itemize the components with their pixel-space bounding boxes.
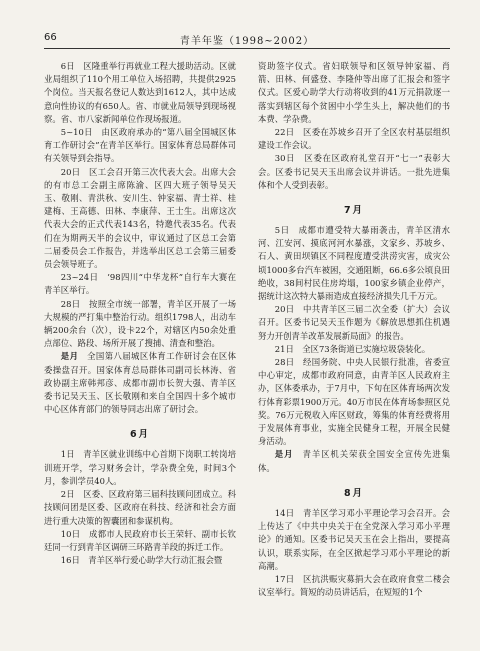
running-title: 青羊年鉴（1998~2002）	[179, 36, 315, 47]
page-header	[44, 30, 450, 49]
entry-text: 全国第八届城区体育工作研讨会在区体委操盘召开。国家体育总局群体司副司长林涛、省政协副主席韩邦彦、成都市副市长贺大强、青羊区委书记吴天玉、区长敬刚和来自全国四十多个城市中心区体育部门的领导同志出席了研讨会。	[44, 351, 236, 415]
chronicle-entry: 16日 青羊区举行爱心助学大行动汇报会暨	[60, 555, 223, 566]
chronicle-entry	[44, 350, 236, 416]
right-column	[258, 60, 450, 640]
chronicle-entry	[258, 448, 450, 474]
chronicle-entry: 17日 区抗洪赈灾募捐大会在政府食堂二楼会议室举行。简短的动员讲话后，在短短的1个	[258, 573, 450, 598]
chronicle-entry: 10日 成都市人民政府市长王荣轩、副市长钦廷同一行到青羊区调研三环路青羊段的拆迁工作。	[44, 528, 236, 552]
page-number: 66	[44, 32, 57, 43]
chronicle-entry: 14日 青羊区学习邓小平理论学习会召开。会上传达了《中共中央关于在全党深入学习邓小平理论》的通知。区委书记吴天玉在会上指出，要提高认识，联系实际，在全区掀起学习邓小平理论的新高潮。	[258, 507, 450, 571]
chronicle-entry: 22日 区委在苏坡乡召开了全区农村基层组织建设工作会议。	[258, 127, 450, 151]
chronicle-entry: 5~10日 由区政府承办的“第八届全国城区体育工作研讨会”在青羊区举行。国家体育总局群体司有关领导到会指导。	[44, 127, 236, 164]
chronicle-entry: 5日 成都市遭受特大暴雨袭击，青羊区清水河、江安河、摸底河河水暴涨，文家乡、苏坡乡、石人、黄田坝镇区不同程度遭受洪涝灾害，成灾公顷1000多台汽车被困，交通阻断，66.6多公顷良田绝收，38间村民住房垮塌，100家乡镇企业停产，据统计这次特大暴雨造成直接经济损失几千万元。	[258, 225, 450, 302]
chronicle-entry: 20日 区工会召开第三次代表大会。出席大会的有市总工会副主席陈渝、区四大班子领导吴天玉、敬刚、青洪秋、安川生、钟家福、青士祥、桂建梅、王高德、田林、李康萍、王士生。出席这次代表大会的正式代表143名，特邀代表35名。代表们在为期两天半的会议中，审议通过了区总工会第二届委员会工作报告，并选举出区总工会第三届委员会领导班子。	[44, 166, 236, 270]
chronicle-entry: 6日 区隆重举行再就业工程大援助活动。区就业局组织了110个用工单位入场招聘，共提供2925个岗位。当天报名登记人数达到1612人，其中达成意向性协议的有650人。省、市就业局领导到现场视察。省、市八家新闻单位作现场报道。	[44, 61, 236, 124]
month-heading: 7月	[343, 205, 365, 217]
entry-lead: 是月	[60, 351, 79, 362]
month-heading: 8月	[343, 487, 365, 499]
chronicle-entry: 23~24日 ’98四川“中华龙杯”自行车大赛在青羊区举行。	[44, 272, 236, 296]
chronicle-entry: 资助签字仪式。省妇联领导和区领导钟家福、肖箭、田林、何盛登、李隆仲等出席了汇报会和签字仪式。区爱心助学大行动将收到的41万元捐款逐一落实到辖区每个贫困中小学生头上，解决他们的书本费、学杂费。	[258, 61, 450, 124]
entry-lead: 是月	[274, 449, 294, 460]
chronicle-entry: 28日 经国务院、中央人民银行批准，省委宣中心审定，成都市政府同意，由青羊区人民政府主办，区体委承办，于7月中，下旬在区体育场两次发行体育彩票1900万元。40万市民在体育场参照区兑奖。76万元税收入库区财政，筹集的体育经费将用于发展体育事业，实施全民健身工程，开展全民健身活动。	[258, 357, 450, 447]
chronicle-entry: 2日 区委、区政府第三届科技顾问团成立。科技顾问团是区委、区政府在科技、经济和社会方面进行重大决策的智囊团和参谋机构。	[44, 489, 236, 526]
chronicle-entry: 21日 全区73条街道已实施垃圾袋装化。	[274, 343, 431, 354]
chronicle-entry: 28日 按照全市统一部署，青羊区开展了一场大规模的严打集中整治行动。组织1798人，出动车辆200余台（次），设卡22个，对辖区内50余处重点部位、路段、场所开展了搜捕、清查和整治。	[44, 298, 236, 349]
left-column	[44, 60, 236, 640]
text-columns	[44, 60, 450, 640]
chronicle-entry: 20日 中共青羊区三届二次全委（扩大）会议召开。区委书记吴天玉作题为《解放思想抓住机遇努力开创青羊改革发展新局面》的报告。	[258, 304, 450, 341]
chronicle-entry: 30日 区委在区政府礼堂召开“七一”表彰大会。区委书记吴天玉出席会议并讲话。一批先进集体和个人受到表彰。	[258, 153, 450, 190]
chronicle-entry: 1日 青羊区就业训练中心首期下岗职工转岗培训班开学，学习财务会计，学杂费全免，时间3个月，参训学员40人。	[44, 449, 236, 486]
entry-text: 青羊区机关荣获全国安全宣传先进集体。	[258, 449, 450, 473]
month-heading: 6月	[129, 429, 151, 441]
